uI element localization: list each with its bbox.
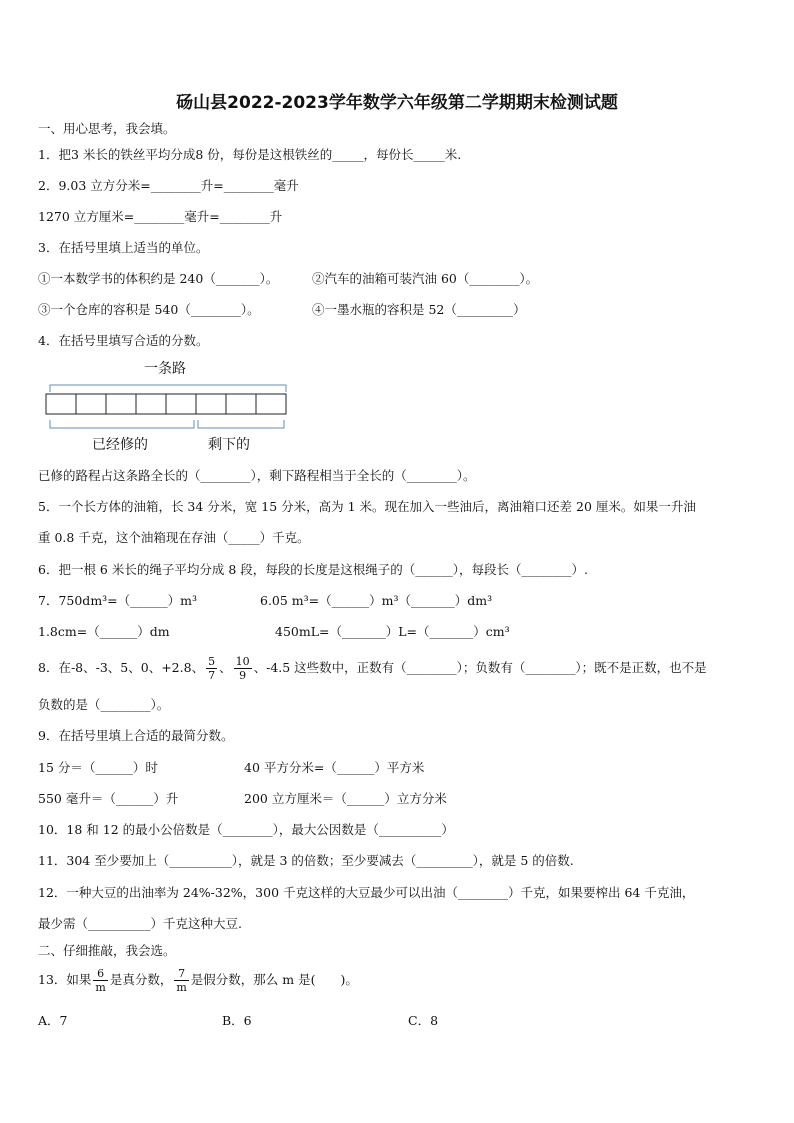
remaining-brace bbox=[198, 420, 284, 428]
question-6: 6．把一根 6 米长的绳子平均分成 8 段，每段的长度是这根绳子的（______），每段长（________）. bbox=[38, 562, 588, 577]
question-7b: 6.05 m³=（______）m³（_______）dm³ bbox=[260, 593, 493, 608]
fraction-numerator: 10 bbox=[235, 655, 250, 668]
question-2a: 2．9.03 立方分米=________升=________毫升 bbox=[38, 178, 299, 193]
fraction-7-m bbox=[174, 967, 188, 994]
question-8 bbox=[38, 652, 707, 684]
fraction-denominator: 7 bbox=[208, 669, 216, 682]
road-label: 一条路 bbox=[144, 361, 186, 377]
top-brace bbox=[50, 385, 286, 392]
road-diagram bbox=[42, 356, 292, 456]
done-label: 已经修的 bbox=[92, 437, 148, 453]
section-1-heading: 一、用心思考，我会填。 bbox=[38, 121, 176, 136]
question-9c: 550 毫升＝（______）升 bbox=[38, 791, 179, 806]
question-3b: ②汽车的油箱可装汽油 60（________）。 bbox=[312, 271, 539, 286]
question-8-separator: 、 bbox=[219, 660, 232, 675]
question-9: 9．在括号里填上合适的最简分数。 bbox=[38, 728, 234, 743]
question-12b: 最少需（__________）千克这种大豆. bbox=[38, 916, 242, 931]
question-7d: 450mL=（_______）L=（_______）cm³ bbox=[275, 624, 510, 639]
fraction-numerator: 7 bbox=[174, 967, 188, 981]
question-5b: 重 0.8 千克，这个油箱现在存油（_____）千克。 bbox=[38, 530, 310, 545]
question-9b: 40 平方分米=（______）平方米 bbox=[244, 760, 425, 775]
question-12a: 12．一种大豆的出油率为 24%-32%，300 千克这样的大豆最少可以出油（________）千克，如果要榨出 64 千克油， bbox=[38, 885, 695, 900]
section-2-heading: 二、仔细推敲，我会选。 bbox=[38, 943, 176, 958]
fraction-denominator: m bbox=[176, 981, 187, 994]
question-3: 3．在括号里填上适当的单位。 bbox=[38, 240, 209, 255]
question-8-prefix: 8．在-8、-3、5、0、+2.8、 bbox=[38, 660, 205, 675]
question-3a: ①一本数学书的体积约是 240（_______）。 bbox=[38, 271, 279, 286]
question-9a: 15 分＝（______）时 bbox=[38, 760, 158, 775]
fraction-denominator: 9 bbox=[239, 669, 247, 682]
page-title: 砀山县2022-2023学年数学六年级第二学期期末检测试题 bbox=[176, 93, 618, 113]
fraction-10-9 bbox=[234, 655, 252, 682]
question-1: 1．把3 米长的铁丝平均分成8 份，每份是这根铁丝的_____，每份长_____米. bbox=[38, 147, 462, 162]
fraction-numerator: 6 bbox=[93, 967, 107, 981]
question-9d: 200 立方厘米＝（______）立方分米 bbox=[244, 791, 447, 806]
question-8-suffix: 、-4.5 这些数中，正数有（________）；负数有（________）；既不是正数，也不是 bbox=[253, 660, 707, 675]
question-13 bbox=[38, 962, 358, 998]
fraction-denominator: m bbox=[95, 981, 106, 994]
question-7a: 7．750dm³=（______）m³ bbox=[38, 593, 198, 608]
question-8b: 负数的是（________）。 bbox=[38, 697, 170, 712]
done-brace bbox=[50, 420, 194, 428]
question-11: 11．304 至少要加上（__________），就是 3 的倍数；至少要减去（_________），就是 5 的倍数. bbox=[38, 853, 574, 868]
road-segments-svg bbox=[42, 356, 292, 456]
question-5a: 5．一个长方体的油箱，长 34 分米，宽 15 分米，高为 1 米。现在加入一些油后，离油箱口还差 20 厘米。如果一升油 bbox=[38, 499, 696, 514]
choice-b[interactable]: B．6 bbox=[222, 1013, 252, 1028]
question-13-suffix: 是假分数，那么 m 是( )。 bbox=[190, 972, 358, 987]
question-4a: 已修的路程占这条路全长的（________），剩下路程相当于全长的（________）。 bbox=[38, 468, 476, 483]
choice-c[interactable]: C．8 bbox=[408, 1013, 439, 1028]
question-2b: 1270 立方厘米=________毫升=________升 bbox=[38, 209, 283, 224]
fraction-6-m bbox=[93, 967, 107, 994]
question-7c: 1.8cm=（______）dm bbox=[38, 624, 170, 639]
question-13-middle: 是真分数， bbox=[109, 972, 173, 987]
question-13-prefix: 13．如果 bbox=[38, 972, 92, 987]
fraction-numerator: 5 bbox=[208, 655, 216, 668]
question-3c: ③一个仓库的容积是 540（________）。 bbox=[38, 302, 260, 317]
fraction-5-7 bbox=[206, 655, 217, 682]
remaining-label: 剩下的 bbox=[208, 437, 250, 453]
question-10: 10．18 和 12 的最小公倍数是（________），最大公因数是（__________） bbox=[38, 822, 454, 837]
choice-a[interactable]: A．7 bbox=[38, 1013, 68, 1028]
question-3d: ④一墨水瓶的容积是 52（_________） bbox=[312, 302, 526, 317]
question-4: 4．在括号里填写合适的分数。 bbox=[38, 333, 209, 348]
